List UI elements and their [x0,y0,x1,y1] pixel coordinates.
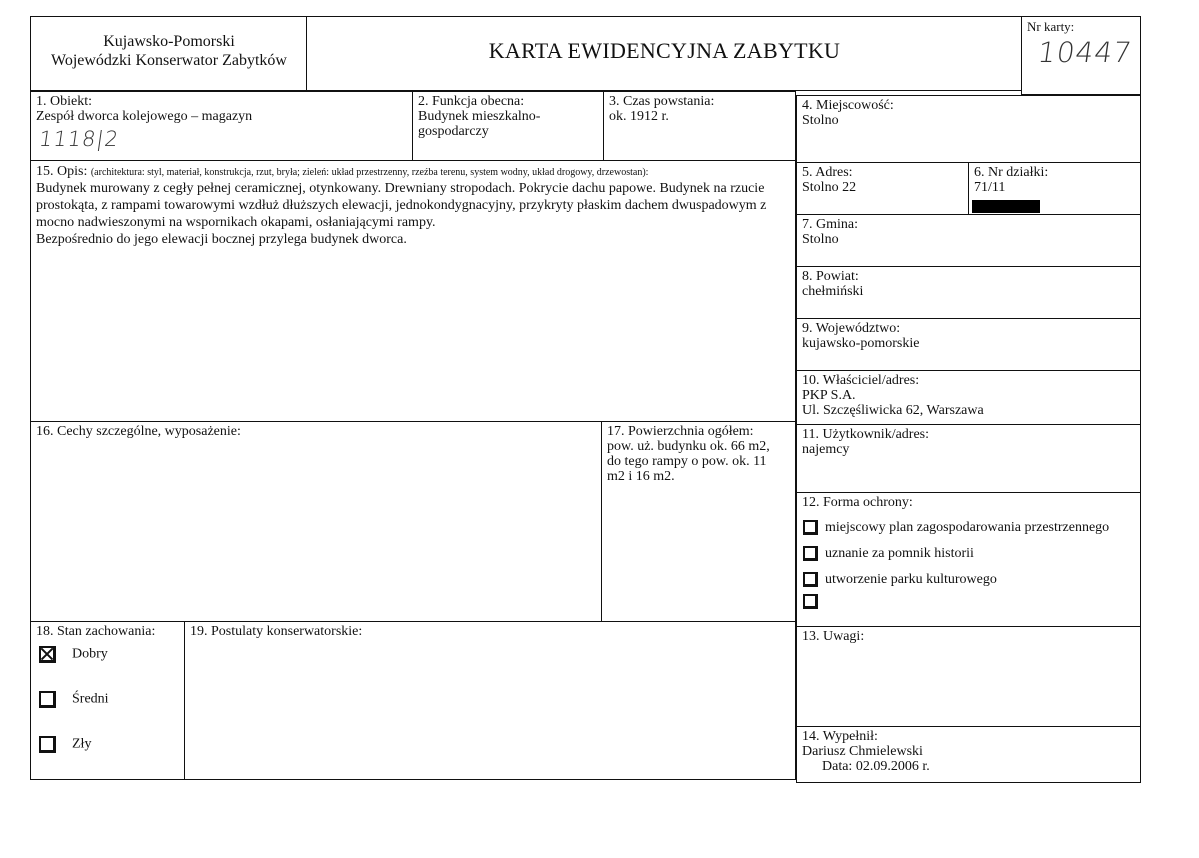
stan-label: 18. Stan zachowania: [36,624,156,639]
uzytkownik-box [796,424,1141,494]
cechy-box [30,421,603,623]
forma-checkbox-3[interactable] [803,572,818,587]
forma-box [796,492,1141,628]
powierzchnia-box [601,421,796,623]
obiekt-box [30,91,414,162]
powiat-value: chełmiński [802,284,864,299]
nr-karty-box [1021,16,1141,95]
miejscowosc-label: 4. Miejscowość: [802,98,894,113]
uwagi-label: 13. Uwagi: [802,629,865,644]
institution-line1: Kujawsko-Pomorski [103,33,235,50]
stan-option-sredni [39,691,109,708]
powiat-box [796,266,1141,320]
czas-box [603,91,796,162]
stan-checkbox-sredni[interactable] [39,691,56,708]
miejscowosc-box [796,95,1141,164]
gmina-label: 7. Gmina: [802,217,858,232]
institution-box [30,16,308,91]
forma-label: 12. Forma ochrony: [802,495,913,510]
powierzchnia-label: 17. Powierzchnia ogółem: [607,424,754,439]
wypelnil-name: Dariusz Chmielewski [802,744,923,759]
adres-box [796,162,970,216]
opis-text: Budynek murowany z cegły pełnej ceramicznej, otynkowany. Drewniany stropodach. Pokrycie dachu papowe. Budynek na rzucie prostokąta, z rampami towarowymi wzdłuż dłuższych elewacji, jednokondygnacyjny, przykryty płaskim dachem dwuspadowym z mocno nadwieszonymi na wspornikach okapami, osłaniającymi rampy. Bezpośrednio do jego elewacji bocznej przylega budynek dworca. [36,181,767,247]
institution-line2: Wojewódzki Konserwator Zabytków [51,52,287,69]
uzytkownik-label: 11. Użytkownik/adres: [802,427,930,442]
stan-option-dobry-label: Dobry [72,646,108,662]
dzialka-box [968,162,1141,216]
stan-option-zly-label: Zły [72,736,92,752]
stan-option-zly [39,736,91,753]
opis-box [30,160,796,423]
gmina-value: Stolno [802,232,839,247]
forma-option-1 [803,520,1109,535]
dzialka-label: 6. Nr działki: [974,165,1049,180]
forma-checkbox-1[interactable] [803,520,818,535]
obiekt-label: 1. Obiekt: [36,94,92,109]
obiekt-value: Zespół dworca kolejowego – magazyn [36,109,253,124]
forma-checkbox-4[interactable] [803,594,818,609]
powiat-label: 8. Powiat: [802,269,859,284]
postulaty-label: 19. Postulaty konserwatorskie: [190,624,363,639]
wlasciciel-box [796,370,1141,426]
nr-karty-label: Nr karty: [1027,19,1075,34]
forma-option-2 [803,546,974,561]
funkcja-box [412,91,605,162]
funkcja-label: 2. Funkcja obecna: [418,94,525,109]
adres-value: Stolno 22 [802,180,857,195]
redaction-bar [972,200,1040,213]
wypelnil-box [796,726,1141,783]
forma-option-3 [803,572,997,587]
stan-option-dobry [39,646,108,663]
dzialka-value: 71/11 [974,180,1006,195]
opis-label: 15. Opis: [36,164,88,179]
wypelnil-date: Data: 02.09.2006 r. [822,759,930,774]
miejscowosc-value: Stolno [802,113,839,128]
page-title: KARTA EWIDENCYJNA ZABYTKU [488,38,841,63]
wypelnil-label: 14. Wypełnił: [802,729,878,744]
gmina-box [796,214,1141,268]
wojewodztwo-box [796,318,1141,372]
wlasciciel-line2: Ul. Szczęśliwicka 62, Warszawa [802,403,984,418]
forma-option-2-label: uznanie za pomnik historii [825,546,974,561]
stan-option-sredni-label: Średni [72,691,109,707]
wojewodztwo-value: kujawsko-pomorskie [802,336,920,351]
forma-option-1-label: miejscowy plan zagospodarowania przestrzennego [825,520,1110,535]
forma-option-3-label: utworzenie parku kulturowego [825,572,997,587]
funkcja-value: Budynek mieszkalno- gospodarczy [418,109,541,139]
wojewodztwo-label: 9. Województwo: [802,321,901,336]
stan-box [30,621,186,780]
forma-option-4 [803,594,825,609]
stan-checkbox-dobry[interactable] [39,646,56,663]
opis-heading [36,164,790,180]
forma-checkbox-2[interactable] [803,546,818,561]
postulaty-box [184,621,796,780]
uzytkownik-value: najemcy [802,442,850,457]
opis-hint: (architektura: styl, materiał, konstrukcja, rzut, bryła; zieleń: układ przestrzenny, rzeźba terenu, system wodny, układ drogowy, drzewostan): [90,167,649,178]
powierzchnia-value: pow. uż. budynku ok. 66 m2, do tego rampy o pow. ok. 11 m2 i 16 m2. [607,439,770,484]
wlasciciel-line1: PKP S.A. [802,388,856,403]
czas-label: 3. Czas powstania: [609,94,715,109]
obiekt-handwritten: 1118|2 [37,127,121,151]
adres-label: 5. Adres: [802,165,853,180]
cechy-label: 16. Cechy szczególne, wyposażenie: [36,424,241,439]
wlasciciel-label: 10. Właściciel/adres: [802,373,920,388]
stan-checkbox-zly[interactable] [39,736,56,753]
czas-value: ok. 1912 r. [609,109,669,124]
uwagi-box [796,626,1141,728]
nr-karty-handwritten: 10447 [1035,36,1135,69]
title-box [306,16,1023,91]
